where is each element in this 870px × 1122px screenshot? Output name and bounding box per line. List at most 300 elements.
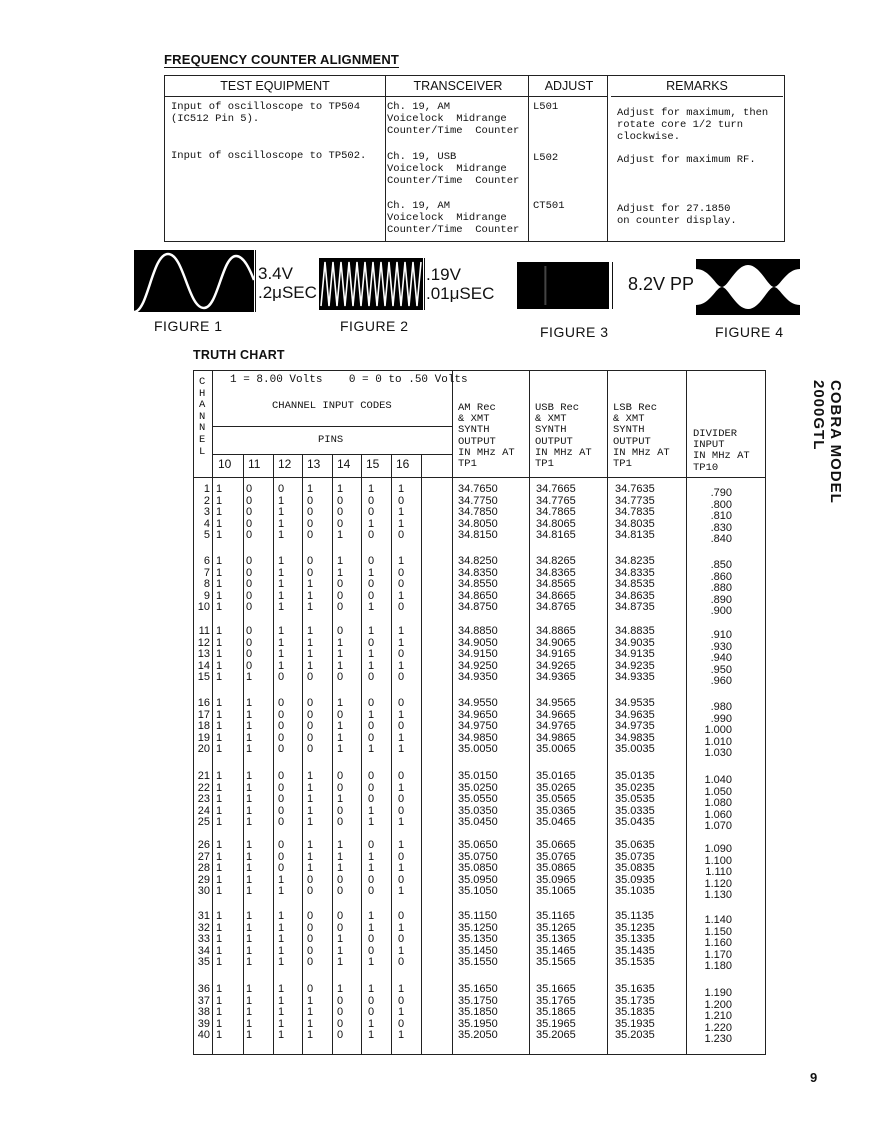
divider-frequency: 1.060 <box>704 808 732 821</box>
pin-value: 0 <box>307 517 314 530</box>
usb-frequency: 35.1965 <box>536 1017 576 1030</box>
pin-value: 0 <box>368 933 375 946</box>
pin-value: 1 <box>216 839 223 851</box>
pin-value: 1 <box>337 566 344 579</box>
col-divider <box>607 76 608 241</box>
pin-value: 0 <box>246 517 253 530</box>
pin-value: 1 <box>398 944 405 957</box>
divider-frequency: .940 <box>710 652 732 665</box>
channel-number: 1 <box>203 483 210 495</box>
pin-value: 0 <box>398 671 405 684</box>
pin-value: 0 <box>307 731 314 744</box>
carrier-wave-icon <box>517 262 609 309</box>
usb-frequency: 35.0665 <box>536 839 576 851</box>
pin-value: 1 <box>278 625 285 637</box>
am-frequency: 34.9150 <box>458 648 498 661</box>
pin-value: 1 <box>216 885 223 898</box>
am-frequency: 35.0550 <box>458 793 498 806</box>
pin-value: 1 <box>278 994 285 1007</box>
pin-value: 1 <box>216 648 223 661</box>
col-divider <box>385 76 386 241</box>
divider-frequency: .980 <box>710 701 732 713</box>
pin-value: 1 <box>216 770 223 782</box>
page-number: 9 <box>810 1070 818 1085</box>
lsb-frequency: 35.0835 <box>615 862 655 875</box>
usb-frequency: 35.0565 <box>536 793 576 806</box>
pin-value: 1 <box>398 781 405 794</box>
pin-value: 1 <box>216 743 223 756</box>
pin-value: 1 <box>307 589 314 602</box>
pin-value: 0 <box>307 720 314 733</box>
lsb-frequency: 35.2035 <box>615 1029 655 1042</box>
usb-frequency: 35.0065 <box>536 743 576 756</box>
pin-value: 0 <box>368 589 375 602</box>
table-row <box>194 839 764 855</box>
pin-value: 0 <box>398 910 405 922</box>
pin-value: 1 <box>246 983 253 995</box>
pin-value: 1 <box>216 816 223 829</box>
pin-value: 1 <box>216 994 223 1007</box>
am-frequency: 35.1950 <box>458 1017 498 1030</box>
pin-value: 1 <box>368 1017 375 1030</box>
pin-value: 1 <box>246 671 253 684</box>
pin-value: 1 <box>278 956 285 969</box>
pin-value: 1 <box>337 483 344 495</box>
pin-value: 0 <box>307 921 314 934</box>
pin-value: 1 <box>246 793 253 806</box>
divider-frequency: 1.100 <box>704 854 732 867</box>
lsb-frequency: 35.0135 <box>615 770 655 782</box>
channel-number: 12 <box>197 636 210 649</box>
pin-value: 1 <box>216 494 223 507</box>
pin-value: 1 <box>398 816 405 829</box>
am-frequency: 35.1550 <box>458 956 498 969</box>
am-frequency: 35.1150 <box>458 910 497 922</box>
figure2-waveform <box>319 258 423 310</box>
divider-frequency: .930 <box>710 640 732 653</box>
row3-transceiver: Ch. 19, AM Voicelock Midrange Counter/Time Counter <box>387 200 520 236</box>
pin-value: 1 <box>307 850 314 863</box>
alignment-table <box>164 75 785 242</box>
table-row <box>194 625 764 641</box>
figure2-voltage: .19V <box>426 265 461 284</box>
channel-number: 27 <box>197 850 210 863</box>
divider-frequency: .990 <box>710 712 732 725</box>
pin-value: 0 <box>307 873 314 886</box>
am-frequency: 35.1850 <box>458 1006 498 1019</box>
am-frequency: 34.8050 <box>458 517 498 530</box>
table-row <box>194 910 764 926</box>
am-frequency: 34.9350 <box>458 671 498 684</box>
section-title: FREQUENCY COUNTER ALIGNMENT <box>164 52 400 67</box>
divider-frequency: .880 <box>710 582 732 595</box>
pin-value: 1 <box>368 743 375 756</box>
pin-value: 0 <box>337 589 344 602</box>
pin-value: 1 <box>278 944 285 957</box>
pin-value: 0 <box>398 770 405 782</box>
pin-number-header: 11 <box>248 457 261 471</box>
divider-frequency: 1.150 <box>704 925 732 938</box>
pin-value: 1 <box>216 578 223 591</box>
am-frequency: 34.8550 <box>458 578 498 591</box>
pin-value: 1 <box>368 910 375 922</box>
usb-frequency: 34.8065 <box>536 517 576 530</box>
pin-value: 1 <box>307 648 314 661</box>
pin-value: 0 <box>307 697 314 709</box>
pin-value: 0 <box>398 578 405 591</box>
divider-frequency: 1.180 <box>704 960 732 973</box>
channel-number: 31 <box>197 910 210 922</box>
lsb-frequency: 34.9835 <box>615 731 655 744</box>
pin-value: 1 <box>246 994 253 1007</box>
pin-value: 0 <box>337 921 344 934</box>
pin-value: 1 <box>398 731 405 744</box>
header-transceiver: TRANSCEIVER <box>385 76 531 97</box>
pin-value: 0 <box>337 578 344 591</box>
channel-number: 22 <box>197 781 210 794</box>
usb-frequency: 35.0765 <box>536 850 576 863</box>
usb-frequency: 35.0965 <box>536 873 576 886</box>
divider-frequency: 1.220 <box>704 1021 732 1034</box>
pin-value: 0 <box>398 494 405 507</box>
pin-value: 1 <box>337 956 344 969</box>
pin-value: 0 <box>368 529 375 542</box>
usb-frequency: 34.8265 <box>536 555 576 567</box>
side-title: COBRA MODEL 2000GTL <box>810 380 844 504</box>
am-frequency: 34.8850 <box>458 625 498 637</box>
lsb-frequency: 34.9135 <box>615 648 655 661</box>
pin-value: 0 <box>337 885 344 898</box>
channel-number: 33 <box>197 933 210 946</box>
lsb-frequency: 34.9235 <box>615 659 655 672</box>
pin-value: 1 <box>368 708 375 721</box>
pin-value: 1 <box>307 770 314 782</box>
pin-value: 1 <box>368 659 375 672</box>
am-frequency: 34.7650 <box>458 483 498 495</box>
pin-value: 0 <box>278 862 285 875</box>
row2-adjust: L502 <box>533 152 559 164</box>
pin-value: 1 <box>246 956 253 969</box>
table-row <box>194 601 764 618</box>
figure1-waveform <box>134 250 254 312</box>
pin-value: 0 <box>398 994 405 1007</box>
pin-value: 0 <box>246 589 253 602</box>
usb-frequency: 35.0365 <box>536 804 576 817</box>
lsb-frequency: 35.1635 <box>615 983 655 995</box>
pin-value: 1 <box>216 921 223 934</box>
am-frequency: 35.0950 <box>458 873 498 886</box>
row3-adjust: CT501 <box>533 200 565 212</box>
divider-frequency: .910 <box>710 629 732 641</box>
dense-wave-icon <box>319 258 423 310</box>
header-bottom-line <box>194 477 765 478</box>
pin-value: 1 <box>278 601 285 614</box>
channel-number: 2 <box>203 494 210 507</box>
usb-frequency: 34.9765 <box>536 720 576 733</box>
table-row <box>194 956 764 973</box>
modulated-wave-icon <box>696 259 800 315</box>
am-frequency: 35.1750 <box>458 994 498 1007</box>
pin-value: 0 <box>278 793 285 806</box>
pin-value: 1 <box>278 983 285 995</box>
pin-value: 1 <box>337 648 344 661</box>
figure4-label: FIGURE 4 <box>715 324 784 340</box>
pin-value: 1 <box>337 720 344 733</box>
am-header: AM Rec & XMT SYNTH OUTPUT IN MHz AT TP1 <box>458 402 515 471</box>
pin-value: 0 <box>398 566 405 579</box>
pin-value: 0 <box>278 850 285 863</box>
row1-transceiver: Ch. 19, AM Voicelock Midrange Counter/Time Counter <box>387 101 520 137</box>
lsb-frequency: 34.8335 <box>615 566 655 579</box>
pin-value: 0 <box>246 506 253 519</box>
pin-value: 1 <box>307 994 314 1007</box>
lsb-frequency: 34.7835 <box>615 506 655 519</box>
pin-value: 1 <box>216 697 223 709</box>
pin-value: 1 <box>307 1006 314 1019</box>
pin-value: 1 <box>337 793 344 806</box>
usb-frequency: 35.1665 <box>536 983 576 995</box>
usb-frequency: 34.8865 <box>536 625 576 637</box>
pin-value: 1 <box>398 862 405 875</box>
row1-remarks: Adjust for maximum, then rotate core 1/2 turn clockwise. <box>617 107 769 143</box>
pin-value: 1 <box>337 555 344 567</box>
table-row <box>194 483 764 499</box>
channel-number: 29 <box>197 873 210 886</box>
pin-value: 0 <box>337 1006 344 1019</box>
pin-value: 1 <box>398 921 405 934</box>
pin-number-header: 14 <box>337 457 351 471</box>
row2-transceiver: Ch. 19, USB Voicelock Midrange Counter/Time Counter <box>387 151 520 187</box>
am-frequency: 34.9250 <box>458 659 498 672</box>
usb-frequency: 34.9065 <box>536 636 576 649</box>
pin-value: 1 <box>398 839 405 851</box>
pin-value: 1 <box>216 671 223 684</box>
pin-number-header: 12 <box>278 457 292 471</box>
pin-value: 1 <box>278 659 285 672</box>
usb-frequency: 34.9365 <box>536 671 576 684</box>
channel-number: 10 <box>197 601 210 614</box>
divider-frequency: 1.080 <box>704 797 732 810</box>
table-row <box>194 1029 764 1046</box>
pin-value: 1 <box>307 804 314 817</box>
pin-value: 1 <box>368 804 375 817</box>
lsb-frequency: 35.1035 <box>615 885 655 898</box>
divider-frequency: .850 <box>710 559 732 571</box>
pin-value: 1 <box>307 659 314 672</box>
pin-value: 1 <box>246 708 253 721</box>
pin-value: 0 <box>337 1017 344 1030</box>
pin-value: 1 <box>278 636 285 649</box>
pin-value: 0 <box>246 566 253 579</box>
lsb-frequency: 35.1235 <box>615 921 655 934</box>
lsb-frequency: 35.0435 <box>615 816 655 829</box>
pin-value: 0 <box>368 770 375 782</box>
col-divider <box>528 76 529 241</box>
usb-frequency: 34.7865 <box>536 506 576 519</box>
pin-value: 1 <box>368 648 375 661</box>
pin-value: 1 <box>307 839 314 851</box>
channel-number: 15 <box>197 671 210 684</box>
pin-value: 1 <box>216 804 223 817</box>
lsb-frequency: 35.0535 <box>615 793 655 806</box>
channel-number: 25 <box>197 816 210 829</box>
truth-chart-title: TRUTH CHART <box>193 348 285 362</box>
pin-value: 1 <box>216 483 223 495</box>
lsb-frequency: 35.1135 <box>615 910 654 922</box>
pin-value: 1 <box>337 529 344 542</box>
lsb-frequency: 35.1935 <box>615 1017 655 1030</box>
pin-value: 0 <box>368 731 375 744</box>
pin-value: 0 <box>368 781 375 794</box>
divider-frequency: .960 <box>710 675 732 688</box>
am-frequency: 34.8150 <box>458 529 498 542</box>
table-row <box>194 743 764 760</box>
pin-value: 1 <box>246 885 253 898</box>
pin-value: 1 <box>307 1029 314 1042</box>
lsb-frequency: 34.7735 <box>615 494 655 507</box>
pin-value: 1 <box>398 483 405 495</box>
row2-equipment: Input of oscilloscope to TP502. <box>171 150 367 162</box>
am-frequency: 35.1250 <box>458 921 498 934</box>
pin-value: 1 <box>398 517 405 530</box>
pin-value: 0 <box>368 944 375 957</box>
pin-value: 0 <box>278 731 285 744</box>
lsb-frequency: 34.8635 <box>615 589 655 602</box>
usb-frequency: 35.0465 <box>536 816 576 829</box>
pin-value: 1 <box>246 839 253 851</box>
channel-number: 17 <box>197 708 210 721</box>
pin-value: 1 <box>278 885 285 898</box>
pin-value: 0 <box>278 816 285 829</box>
pin-value: 1 <box>278 578 285 591</box>
divider-frequency: 1.030 <box>704 747 732 760</box>
pin-value: 0 <box>307 933 314 946</box>
pin-value: 1 <box>398 506 405 519</box>
pin-value: 1 <box>398 589 405 602</box>
pin-value: 0 <box>278 708 285 721</box>
pin-value: 1 <box>246 850 253 863</box>
usb-frequency: 34.9565 <box>536 697 576 709</box>
pin-value: 1 <box>216 506 223 519</box>
lsb-frequency: 35.0635 <box>615 839 655 851</box>
sine-wave-icon <box>134 250 254 312</box>
pin-value: 1 <box>307 816 314 829</box>
usb-frequency: 34.9165 <box>536 648 576 661</box>
pin-value: 1 <box>216 983 223 995</box>
pin-value: 0 <box>337 873 344 886</box>
pin-value: 0 <box>337 910 344 922</box>
divider-frequency: .900 <box>710 605 732 618</box>
pin-value: 0 <box>307 743 314 756</box>
usb-frequency: 35.1465 <box>536 944 576 957</box>
pin-value: 1 <box>246 1029 253 1042</box>
table-row <box>194 770 764 786</box>
pin-value: 0 <box>337 781 344 794</box>
pin-value: 1 <box>216 873 223 886</box>
usb-frequency: 35.1865 <box>536 1006 576 1019</box>
figure3-label: FIGURE 3 <box>540 324 609 340</box>
table-row <box>194 671 764 688</box>
pin-value: 1 <box>246 743 253 756</box>
pin-value: 0 <box>307 708 314 721</box>
lsb-frequency: 35.0235 <box>615 781 655 794</box>
usb-frequency: 35.1265 <box>536 921 576 934</box>
pin-value: 1 <box>398 636 405 649</box>
lsb-frequency: 34.9035 <box>615 636 655 649</box>
pin-value: 0 <box>246 648 253 661</box>
pin-value: 1 <box>307 625 314 637</box>
pin-value: 1 <box>216 850 223 863</box>
usb-header: USB Rec & XMT SYNTH OUTPUT IN MHz AT TP1 <box>535 402 592 471</box>
pin-value: 0 <box>368 555 375 567</box>
pin-value: 1 <box>216 1029 223 1042</box>
pin-value: 1 <box>246 781 253 794</box>
divider-frequency: 1.200 <box>704 998 732 1011</box>
am-frequency: 35.2050 <box>458 1029 498 1042</box>
divider-frequency: 1.170 <box>704 948 732 961</box>
pin-value: 1 <box>398 1029 405 1042</box>
pin-value: 0 <box>246 529 253 542</box>
pin-value: 1 <box>216 708 223 721</box>
pin-value: 0 <box>278 720 285 733</box>
pin-value: 1 <box>278 648 285 661</box>
lsb-frequency: 35.1435 <box>615 944 655 957</box>
figure3-voltage: 8.2V PP <box>628 274 695 294</box>
pin-value: 0 <box>278 743 285 756</box>
pin-value: 0 <box>398 1017 405 1030</box>
usb-frequency: 34.8365 <box>536 566 576 579</box>
divider-frequency: 1.120 <box>704 877 732 890</box>
pin-value: 1 <box>278 555 285 567</box>
pin-value: 1 <box>368 483 375 495</box>
channel-header: C H A N N E L <box>199 376 206 458</box>
pin-value: 1 <box>246 910 253 922</box>
divider-frequency: .810 <box>710 510 732 523</box>
divider-frequency: .890 <box>710 593 732 606</box>
usb-frequency: 34.8765 <box>536 601 576 614</box>
usb-frequency: 35.0165 <box>536 770 576 782</box>
channel-number: 34 <box>197 944 210 957</box>
pin-value: 0 <box>398 529 405 542</box>
lsb-frequency: 35.0735 <box>615 850 655 863</box>
lsb-frequency: 34.8035 <box>615 517 655 530</box>
pin-value: 0 <box>398 873 405 886</box>
am-frequency: 34.8750 <box>458 601 498 614</box>
pin-value: 0 <box>398 697 405 709</box>
figure2-time: .01μSEC <box>426 284 495 303</box>
pin-value: 1 <box>368 850 375 863</box>
divider-frequency: 1.040 <box>704 774 732 786</box>
pin-value: 1 <box>246 720 253 733</box>
pin-value: 1 <box>246 873 253 886</box>
pin-value: 1 <box>246 697 253 709</box>
divider-frequency: 1.160 <box>704 937 732 950</box>
usb-frequency: 34.9265 <box>536 659 576 672</box>
am-frequency: 35.0750 <box>458 850 498 863</box>
usb-frequency: 35.1365 <box>536 933 576 946</box>
lsb-frequency: 35.0335 <box>615 804 655 817</box>
pin-value: 0 <box>398 850 405 863</box>
usb-frequency: 35.1065 <box>536 885 576 898</box>
table-row <box>194 529 764 546</box>
pin-value: 0 <box>398 648 405 661</box>
pin-value: 1 <box>398 743 405 756</box>
usb-frequency: 34.9865 <box>536 731 576 744</box>
pin-value: 1 <box>278 933 285 946</box>
lsb-frequency: 35.0035 <box>615 743 655 756</box>
pin-value: 0 <box>398 933 405 946</box>
pin-value: 1 <box>368 816 375 829</box>
